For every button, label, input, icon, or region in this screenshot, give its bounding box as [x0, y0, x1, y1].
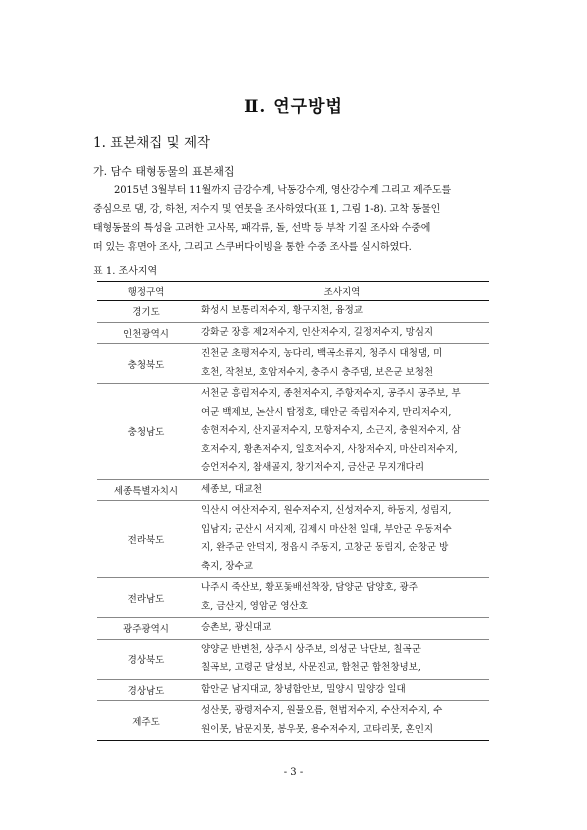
- sites-line: 세종보, 대교천: [201, 483, 263, 495]
- subsection-title: 가. 담수 태형동물의 표본채집: [93, 165, 235, 178]
- table-row: [97, 618, 489, 640]
- table-row: [97, 384, 489, 480]
- sites-line: 강화군 장흥 제2저수지, 인산저수지, 길정저수지, 망심지: [201, 326, 434, 338]
- table-row: [97, 301, 489, 323]
- section-title: 1. 표본채집 및 제작: [93, 135, 211, 151]
- province-cell: 전라남도: [97, 578, 195, 618]
- province-cell: 인천광역시: [97, 322, 195, 344]
- sites-line: 승촌보, 광신대교: [201, 622, 272, 633]
- header-sites: 조사지역: [195, 282, 489, 301]
- sites-line: 칠곡보, 고령군 달성보, 사문진교, 합천군 합천창녕보,: [201, 662, 421, 673]
- province-cell: 경기도: [97, 301, 195, 323]
- province-cell: 전라북도: [97, 501, 195, 578]
- province-cell: 광주광역시: [97, 618, 195, 640]
- sites-line: 호천, 작천보, 호암저수지, 충주시 충주댐, 보은군 보청천: [201, 366, 434, 378]
- table-row: [97, 322, 489, 344]
- sites-line: 화성시 보통리저수지, 황구지천, 융정교: [201, 305, 363, 316]
- province-cell: 경상남도: [97, 679, 195, 701]
- sites-line: 익산시 여산저수지, 원수저수지, 신성저수지, 하동지, 성림지,: [201, 505, 452, 516]
- table-row: [97, 679, 489, 701]
- sites-line: 성산못, 광령저수지, 원물오름, 현법저수지, 수산저수지, 수: [201, 705, 443, 716]
- sites-line: 호, 금산지, 영암군 영산호: [201, 600, 308, 612]
- sites-cell: [195, 578, 489, 618]
- province-cell: 제주도: [97, 701, 195, 741]
- sites-cell: [195, 384, 489, 480]
- province-cell: 경상북도: [97, 639, 195, 679]
- paragraph-line: 떠 있는 휴면아 조사, 그리고 스쿠버다이빙을 통한 수중 조사를 실시하였다.: [93, 242, 412, 253]
- sites-line: 축지, 장수교: [201, 560, 253, 572]
- body-paragraph: [93, 181, 493, 257]
- sites-line: 양양군 반변천, 상주시 상주보, 의성군 낙단보, 칠곡군: [201, 643, 421, 655]
- sites-cell: [195, 679, 489, 701]
- sites-line: 원이못, 남문지못, 봉우못, 용수저수지, 고타리못, 혼인지: [201, 723, 434, 735]
- paragraph-line: 2015년 3월부터 11월까지 금강수계, 낙동강수계, 영산강수계 그리고 제주도를: [114, 185, 452, 196]
- table-header-row: [97, 282, 489, 301]
- sites-line: 송현저수지, 산지골저수지, 모항저수지, 소근지, 충원저수지, 삼: [201, 425, 461, 436]
- sites-line: 진천군 초평저수지, 농다리, 백곡소류지, 청주시 대청댐, 미: [201, 348, 443, 359]
- page-number: - 3 -: [283, 767, 304, 778]
- table-caption: 표 1. 조사지역: [93, 266, 158, 277]
- sites-cell: [195, 501, 489, 578]
- sites-cell: [195, 701, 489, 741]
- chapter-title: Ⅱ. 연구방법: [244, 97, 343, 117]
- sites-cell: [195, 344, 489, 384]
- province-cell: 세종특별자치시: [97, 479, 195, 501]
- sites-line: 입남지; 군산시 서지제, 김제시 마산천 일대, 부안군 우동저수: [201, 523, 452, 535]
- sites-cell: [195, 479, 489, 501]
- sites-cell: [195, 301, 489, 323]
- table-row: [97, 479, 489, 501]
- sites-line: 승언저수지, 참새골지, 창기저수지, 금산군 무지개다리: [201, 462, 425, 473]
- paragraph-line: 태형동물의 특성을 고려한 고사목, 패각류, 돌, 선박 등 부착 기질 조사와 수중에: [93, 223, 431, 234]
- province-cell: 충청남도: [97, 384, 195, 480]
- sites-cell: [195, 618, 489, 640]
- sites-line: 서천군 흥림저수지, 종천저수지, 주항저수지, 공주시 공주보, 부: [201, 388, 461, 399]
- sites-line: 여군 백제보, 논산시 탑정호, 태안군 죽림저수지, 만리저수지,: [201, 406, 452, 418]
- table-row: [97, 639, 489, 679]
- table-row: [97, 578, 489, 618]
- sites-line: 나주시 죽산보, 황포돛배선착장, 담양군 담양호, 광주: [201, 582, 418, 593]
- sites-cell: [195, 322, 489, 344]
- sites-cell: [195, 639, 489, 679]
- paragraph-line: 중심으로 댐, 강, 하천, 저수지 및 연못을 조사하였다(표 1, 그림 1-8). 고착 동물인: [93, 204, 441, 215]
- sites-line: 지, 완주군 안덕지, 정읍시 주동지, 고창군 동림지, 순창군 방: [201, 542, 449, 553]
- survey-region-table: [97, 281, 489, 741]
- table-row: [97, 701, 489, 741]
- table-row: [97, 344, 489, 384]
- table-row: [97, 501, 489, 578]
- sites-line: 호저수지, 황촌저수지, 일호저수지, 사창저수지, 마산리저수지,: [201, 443, 458, 455]
- province-cell: 충청북도: [97, 344, 195, 384]
- sites-line: 함안군 남지대교, 창녕함안보, 밀양시 밀양강 일대: [201, 683, 406, 695]
- header-province: 행정구역: [97, 282, 195, 301]
